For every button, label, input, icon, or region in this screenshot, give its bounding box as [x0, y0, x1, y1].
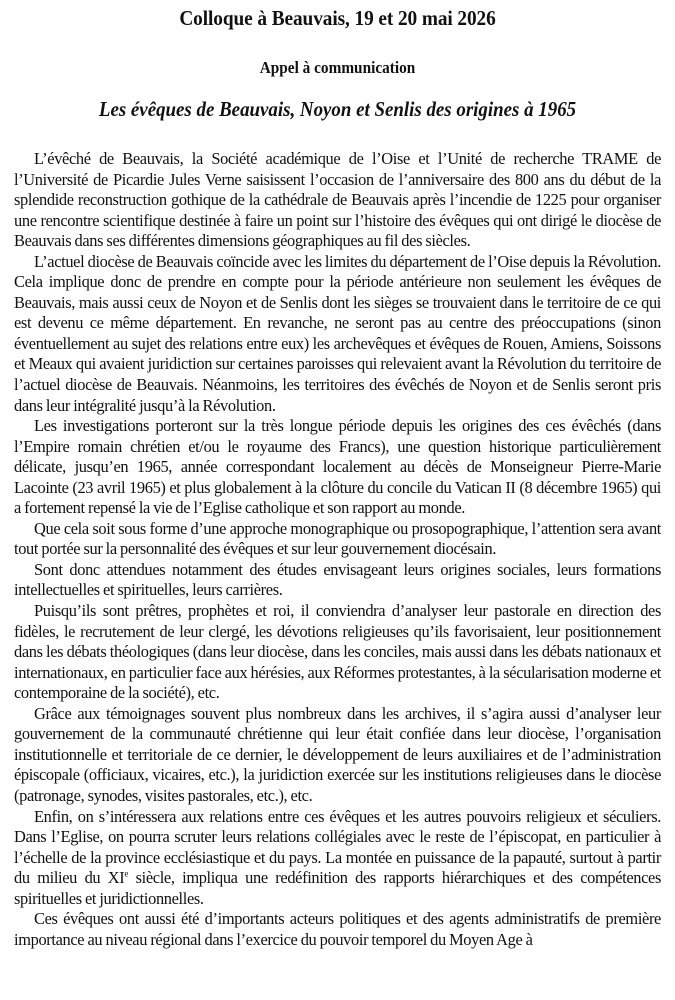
colloquium-theme: Les évêques de Beauvais, Noyon et Senlis des origines à 1965	[98, 97, 577, 121]
paragraph-government: Grâce aux témoignages souvent plus nombreux dans les archives, il s’agira aussi d’analyser leur gouvernement de la communauté chrétienne qui leur était confiée dans leur diocèse, l’organisation institutionnelle et territoriale de ce dernier, le développement de leurs auxiliaires et de l’administration épiscopale (officiaux, vicaires, etc.), la juridiction exercée sur les institutions religieuses dans le diocèse (patronage, synodes, visites pastorales, etc.), etc.	[14, 703, 661, 805]
paragraph-approach: Que cela soit sous forme d’une approche monographique ou prosopographique, l’attention sera avant tout portée sur la personnalité des évêques et sur leur gouvernement diocésain.	[14, 518, 661, 559]
century-superscript: e	[124, 868, 129, 879]
paragraph-relations-text-b: siècle, impliqua une redéfinition des rapports hiérarchiques et des compétences spirituelles et juridictionnelles.	[14, 868, 661, 908]
paragraph-political: Ces évêques ont aussi été d’importants acteurs politiques et des agents administratifs de première importance au niveau régional dans l’exercice du pouvoir temporel du Moyen Age à	[14, 909, 661, 949]
paragraph-pastoral: Puisqu’ils sont prêtres, prophètes et roi, il conviendra d’analyser leur pastorale en direction des fidèles, le recrutement de leur clergé, les dévotions religieuses qu’ils favorisaient, leur positionnement dans les débats théologiques (dans leur diocèse, dans les conciles, mais aussi dans les débats nationaux et internationaux, en particulier face aux hérésies, aux Réformes protestantes, à la sécularisation moderne et contemporaine de la société), etc.	[14, 601, 661, 703]
paragraph-diocese-scope: L’actuel diocèse de Beauvais coïncide avec les limites du département de l’Oise depuis la Révolution. Cela implique donc de prendre en compte pour la période antérieure non seulement les évêques de Beauvais, mais aussi ceux de Noyon et de Senlis dont les sièges se trouvaient dans le territoire de ce qui est devenu ce même département. En revanche, ne seront pas au centre des préoccupations (sinon éventuellement au sujet des relations entre eux) les archevêques et évêques de Rouen, Amiens, Soissons et Meaux qui avaient juridiction sur certaines paroisses qui relevaient avant la Révolution du territoire de l’actuel diocèse de Beauvais. Néanmoins, les territoires des évêchés de Noyon et de Senlis seront pris dans leur intégralité jusqu’à la Révolution.	[14, 251, 661, 415]
document-body	[14, 149, 661, 950]
paragraph-period: Les investigations porteront sur la très longue période depuis les origines des ces évêchés (dans l’Empire romain chrétien et/ou le royaume des Francs), une question historique particulièrement délicate, jusqu’en 1965, année correspondant localement au décès de Monseigneur Pierre-Marie Lacointe (23 avril 1965) et plus globalement à la clôture du concile du Vatican II (8 décembre 1965) qui a fortement repensé la vie de l’Eglise catholique et son rapport au monde.	[14, 416, 661, 518]
document-title: Colloque à Beauvais, 19 et 20 mai 2026	[179, 6, 496, 30]
paragraph-intro: L’évêché de Beauvais, la Société académique de l’Oise et l’Unité de recherche TRAME de l’Université de Picardie Jules Verne saisissent l’occasion de l’anniversaire des 800 ans du début de la splendide reconstruction gothique de la cathédrale de Beauvais après l’incendie de 1225 pour organiser une rencontre scientifique destinée à faire un point sur l’histoire des évêques qui ont dirigé le diocèse de Beauvais dans ses différentes dimensions géographiques au fil des siècles.	[14, 149, 661, 251]
paragraph-relations	[14, 807, 661, 910]
document-subtitle: Appel à communication	[259, 58, 416, 77]
paragraph-relations-text-a: Enfin, on s’intéressera aux relations entre ces évêques et les autres pouvoirs religieux et séculiers. Dans l’Eglise, on pourra scruter leurs relations collégiales avec le reste de l’épiscopat, en particulier à l’échelle de la province ecclésiastique et du pays. La montée en puissance de la papauté, surtout à partir du milieu du XI	[14, 806, 661, 888]
paragraph-studies: Sont donc attendues notamment des études envisageant leurs origines sociales, leurs formations intellectuelles et spirituelles, leurs carrières.	[14, 559, 661, 600]
